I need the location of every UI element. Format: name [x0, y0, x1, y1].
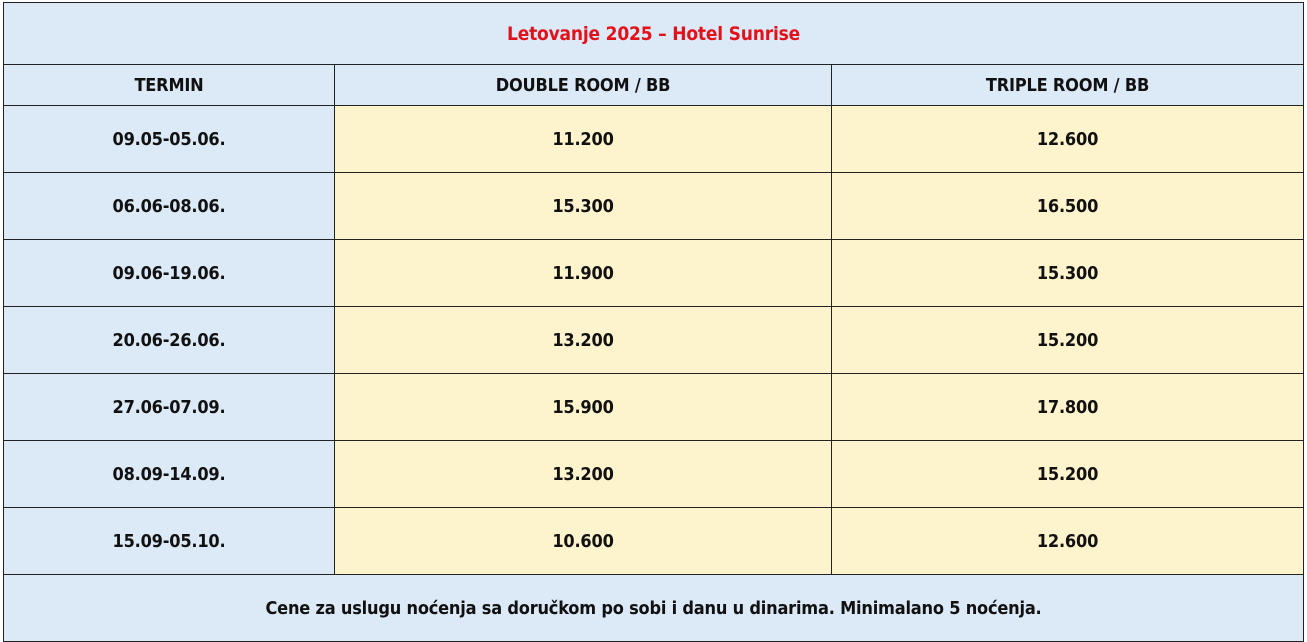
triple-price-cell: 17.800: [832, 374, 1304, 441]
term-cell: 20.06-26.06.: [4, 307, 335, 374]
header-termin: TERMIN: [4, 65, 335, 106]
footer-note: Cene za uslugu noćenja sa doručkom po sobi i danu u dinarima. Minimalano 5 noćenja.: [4, 575, 1304, 642]
table-row: [4, 240, 1304, 307]
triple-price-cell: 15.300: [832, 240, 1304, 307]
double-price-cell: 10.600: [335, 508, 832, 575]
header-row: [4, 65, 1304, 106]
header-triple-room: TRIPLE ROOM / BB: [832, 65, 1304, 106]
table-row: [4, 307, 1304, 374]
triple-price-cell: 12.600: [832, 106, 1304, 173]
double-price-cell: 15.300: [335, 173, 832, 240]
triple-price-cell: 12.600: [832, 508, 1304, 575]
term-cell: 06.06-08.06.: [4, 173, 335, 240]
table-title: Letovanje 2025 – Hotel Sunrise: [4, 3, 1304, 65]
title-row: [4, 3, 1304, 65]
triple-price-cell: 16.500: [832, 173, 1304, 240]
term-cell: 09.06-19.06.: [4, 240, 335, 307]
footer-row: [4, 575, 1304, 642]
price-table: [3, 2, 1304, 642]
double-price-cell: 11.200: [335, 106, 832, 173]
table-row: [4, 508, 1304, 575]
triple-price-cell: 15.200: [832, 307, 1304, 374]
double-price-cell: 11.900: [335, 240, 832, 307]
table-row: [4, 374, 1304, 441]
triple-price-cell: 15.200: [832, 441, 1304, 508]
double-price-cell: 15.900: [335, 374, 832, 441]
double-price-cell: 13.200: [335, 307, 832, 374]
term-cell: 27.06-07.09.: [4, 374, 335, 441]
term-cell: 15.09-05.10.: [4, 508, 335, 575]
term-cell: 08.09-14.09.: [4, 441, 335, 508]
table-row: [4, 106, 1304, 173]
term-cell: 09.05-05.06.: [4, 106, 335, 173]
double-price-cell: 13.200: [335, 441, 832, 508]
table-row: [4, 173, 1304, 240]
table-row: [4, 441, 1304, 508]
header-double-room: DOUBLE ROOM / BB: [335, 65, 832, 106]
